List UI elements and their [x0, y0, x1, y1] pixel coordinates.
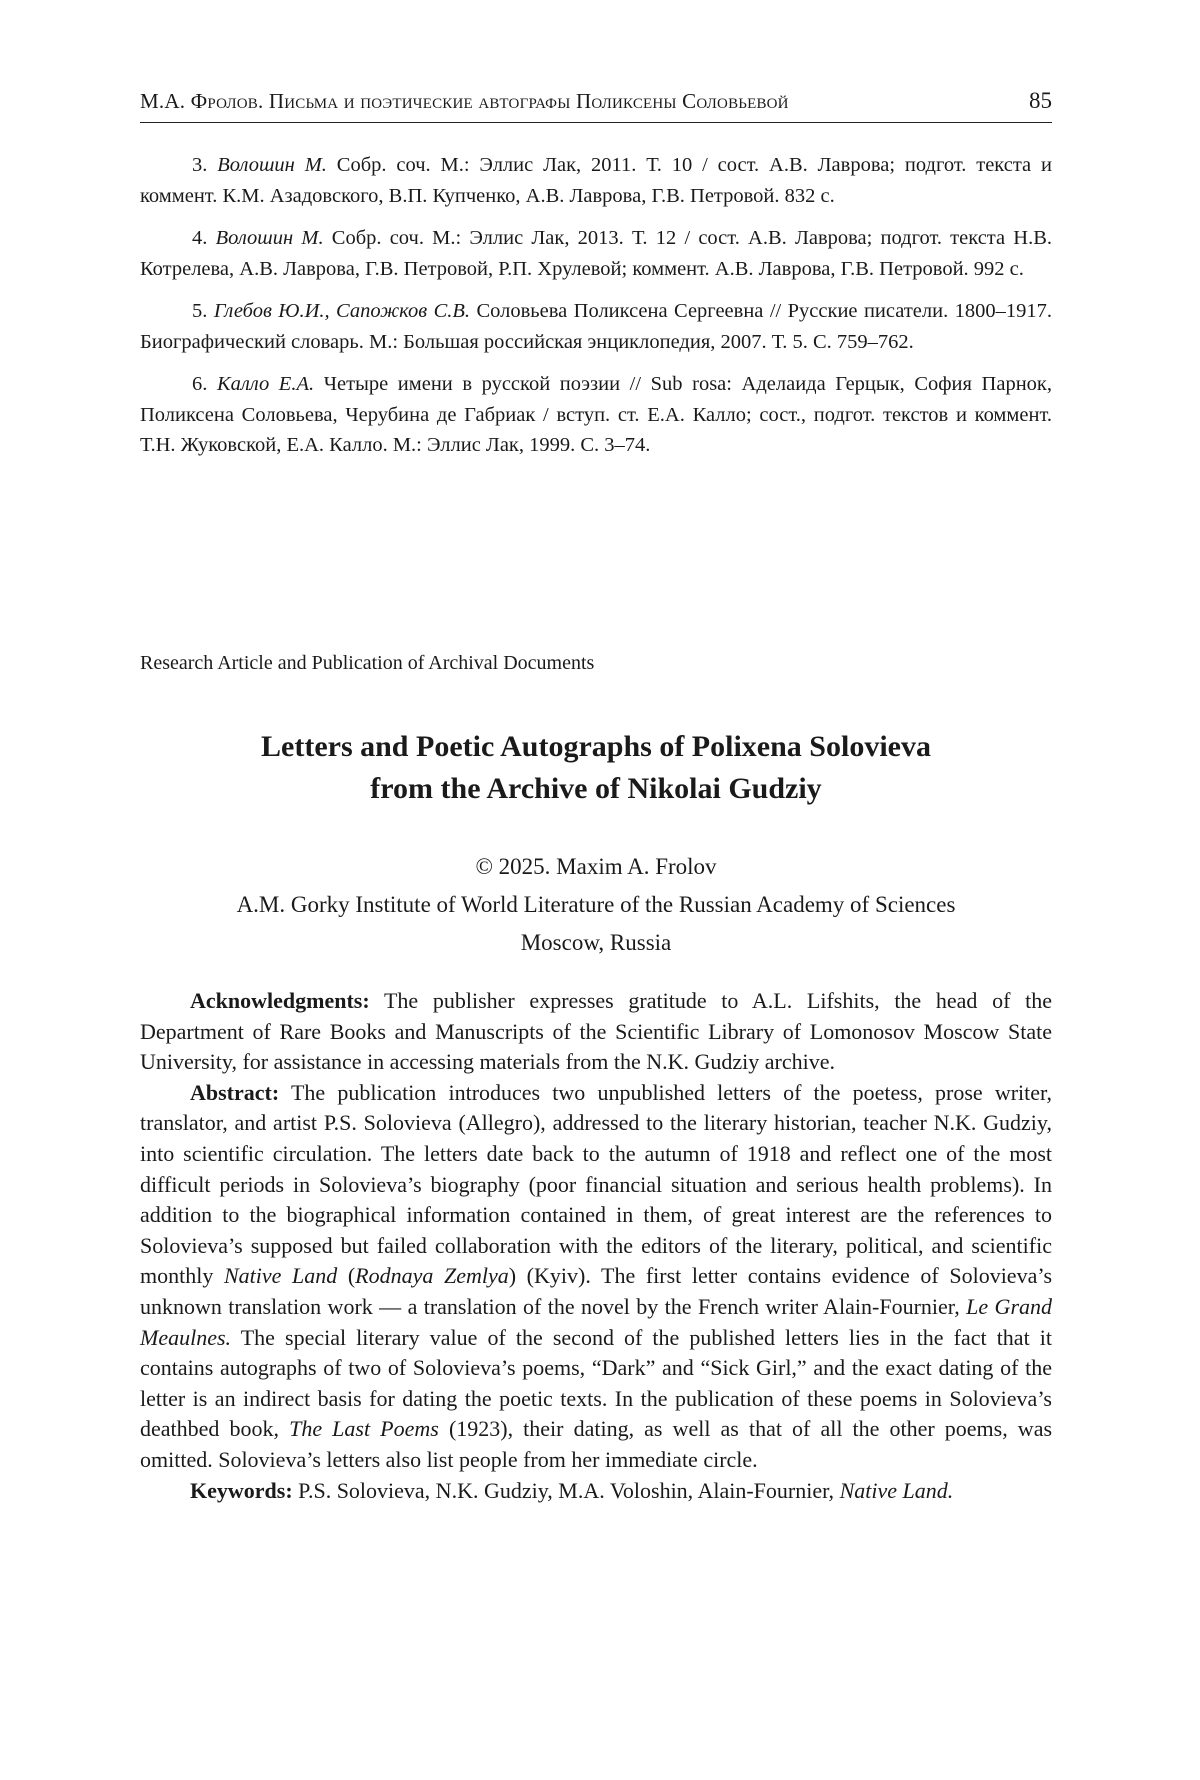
- abstract-text: The publication introduces two unpublished letters of the poetess, prose writer, translator, and artist P.S. Solovieva (Allegro), addressed to the literary historian, teacher N.K. Gudziy, into scientific circulation. The letters date back to the autumn of 1918 and reflect one of the most difficult periods in Solovieva’s biography (poor financial situation and serious health problems). In addition to the biographical information contained in them, of great interest are the references to Solovieva’s supposed but failed collaboration with the editors of the literary, political, and scientific monthly: [140, 1079, 1052, 1289]
- keywords-text: P.S. Solovieva, N.K. Gudziy, M.A. Voloshin, Alain-Fournier,: [298, 1477, 835, 1503]
- reference-author: Глебов Ю.И., Сапожков С.В.: [213, 300, 471, 322]
- article-body: [140, 986, 1052, 1506]
- abstract-italic: Rodnaya Zemlya: [355, 1263, 509, 1289]
- reference-text: Собр. соч. М.: Эллис Лак, 2011. Т. 10 / сост. А.В. Лаврова; подгот. текста и коммент. К.М. Азадовского, В.П. Купченко, А.В. Лаврова, Г.В. Петровой. 832 с.: [140, 154, 1052, 207]
- keywords-paragraph: [140, 1476, 1052, 1507]
- abstract-italic: Native Land: [223, 1263, 338, 1289]
- title-line-1: Letters and Poetic Autographs of Polixena Solovieva: [261, 730, 931, 763]
- reference-item: [140, 369, 1052, 461]
- reference-number: 3.: [192, 154, 208, 176]
- abstract-text: (1923), their dating, as well as that of all the other poems, was omitted. Solovieva’s letters also list people from her immediate circle.: [140, 1416, 1053, 1472]
- abstract-italic: The Last Poems: [289, 1416, 439, 1442]
- acknowledgments-paragraph: [140, 986, 1052, 1078]
- keywords-italic: Native Land.: [839, 1477, 954, 1503]
- reference-item: [140, 296, 1052, 357]
- abstract-text: (: [347, 1263, 356, 1289]
- abstract-text: The special literary value of the second of the published letters lies in the fact that it contains autographs of two of Solovieva’s poems, “Dark” and “Sick Girl,” and the exact dating of the letter is an indirect basis for dating the poetic texts. In the publication of these poems in Solovieva’s deathbed book,: [140, 1324, 1052, 1442]
- reference-number: 4.: [192, 227, 208, 249]
- article-title: [140, 726, 1052, 810]
- institution: A.M. Gorky Institute of World Literature of the Russian Academy of Sciences: [236, 892, 956, 917]
- reference-list: [140, 150, 1052, 473]
- running-header: [140, 88, 1052, 123]
- reference-number: 5.: [192, 300, 208, 322]
- reference-item: [140, 223, 1052, 284]
- copyright-author: © 2025. Maxim A. Frolov: [475, 854, 717, 879]
- abstract-text: ) (Kyiv). The first letter contains evidence of Solovieva’s unknown translation work — a translation of the novel by the French writer Alain-Fournier,: [140, 1263, 1053, 1319]
- acknowledgments-text: The publisher expresses gratitude to A.L. Lifshits, the head of the Department of Rare Books and Manuscripts of the Scientific Library of Lomonosov Moscow State University, for assistance in accessing materials from the N.K. Gudziy archive.: [140, 988, 1052, 1075]
- abstract-label: Abstract:: [190, 1079, 280, 1105]
- title-line-2: from the Archive of Nikolai Gudziy: [370, 772, 822, 805]
- running-title: М.А. Фролов. Письма и поэтические автографы Поликсены Соловьевой: [140, 89, 789, 113]
- keywords-label: Keywords:: [190, 1477, 293, 1503]
- reference-author: Калло Е.А.: [216, 373, 315, 395]
- author-affiliation: [140, 848, 1052, 962]
- reference-text: Собр. соч. М.: Эллис Лак, 2013. Т. 12 / сост. А.В. Лаврова; подгот. текста Н.В. Котрелева, А.В. Лаврова, Г.В. Петровой, Р.П. Хрулевой; коммент. А.В. Лаврова, Г.В. Петровой. 992 с.: [140, 227, 1053, 280]
- location: Moscow, Russia: [520, 930, 672, 955]
- page-number: 85: [1029, 88, 1052, 113]
- reference-text: Соловьева Поликсена Сергеевна // Русские писатели. 1800–1917. Биографический словарь. М.: Большая российская энциклопедия, 2007. Т. 5. С. 759–762.: [140, 300, 1053, 353]
- reference-number: 6.: [192, 373, 208, 395]
- abstract-italic: Le Grand Meaulnes.: [140, 1293, 1053, 1350]
- abstract-paragraph: [140, 1078, 1052, 1476]
- reference-author: Волошин М.: [217, 154, 327, 176]
- reference-item: [140, 150, 1052, 211]
- acknowledgments-label: Acknowledgments:: [190, 988, 370, 1013]
- reference-author: Волошин М.: [215, 227, 324, 249]
- article-type: Research Article and Publication of Archival Documents: [140, 652, 595, 674]
- reference-text: Четыре имени в русской поэзии // Sub rosa: Аделаида Герцык, София Парнок, Поликсена Соловьева, Черубина де Габриак / вступ. ст. Е.А. Калло; сост., подгот. текстов и коммент. Т.Н. Жуковской, Е.А. Калло. М.: Эллис Лак, 1999. С. 3–74.: [140, 373, 1052, 456]
